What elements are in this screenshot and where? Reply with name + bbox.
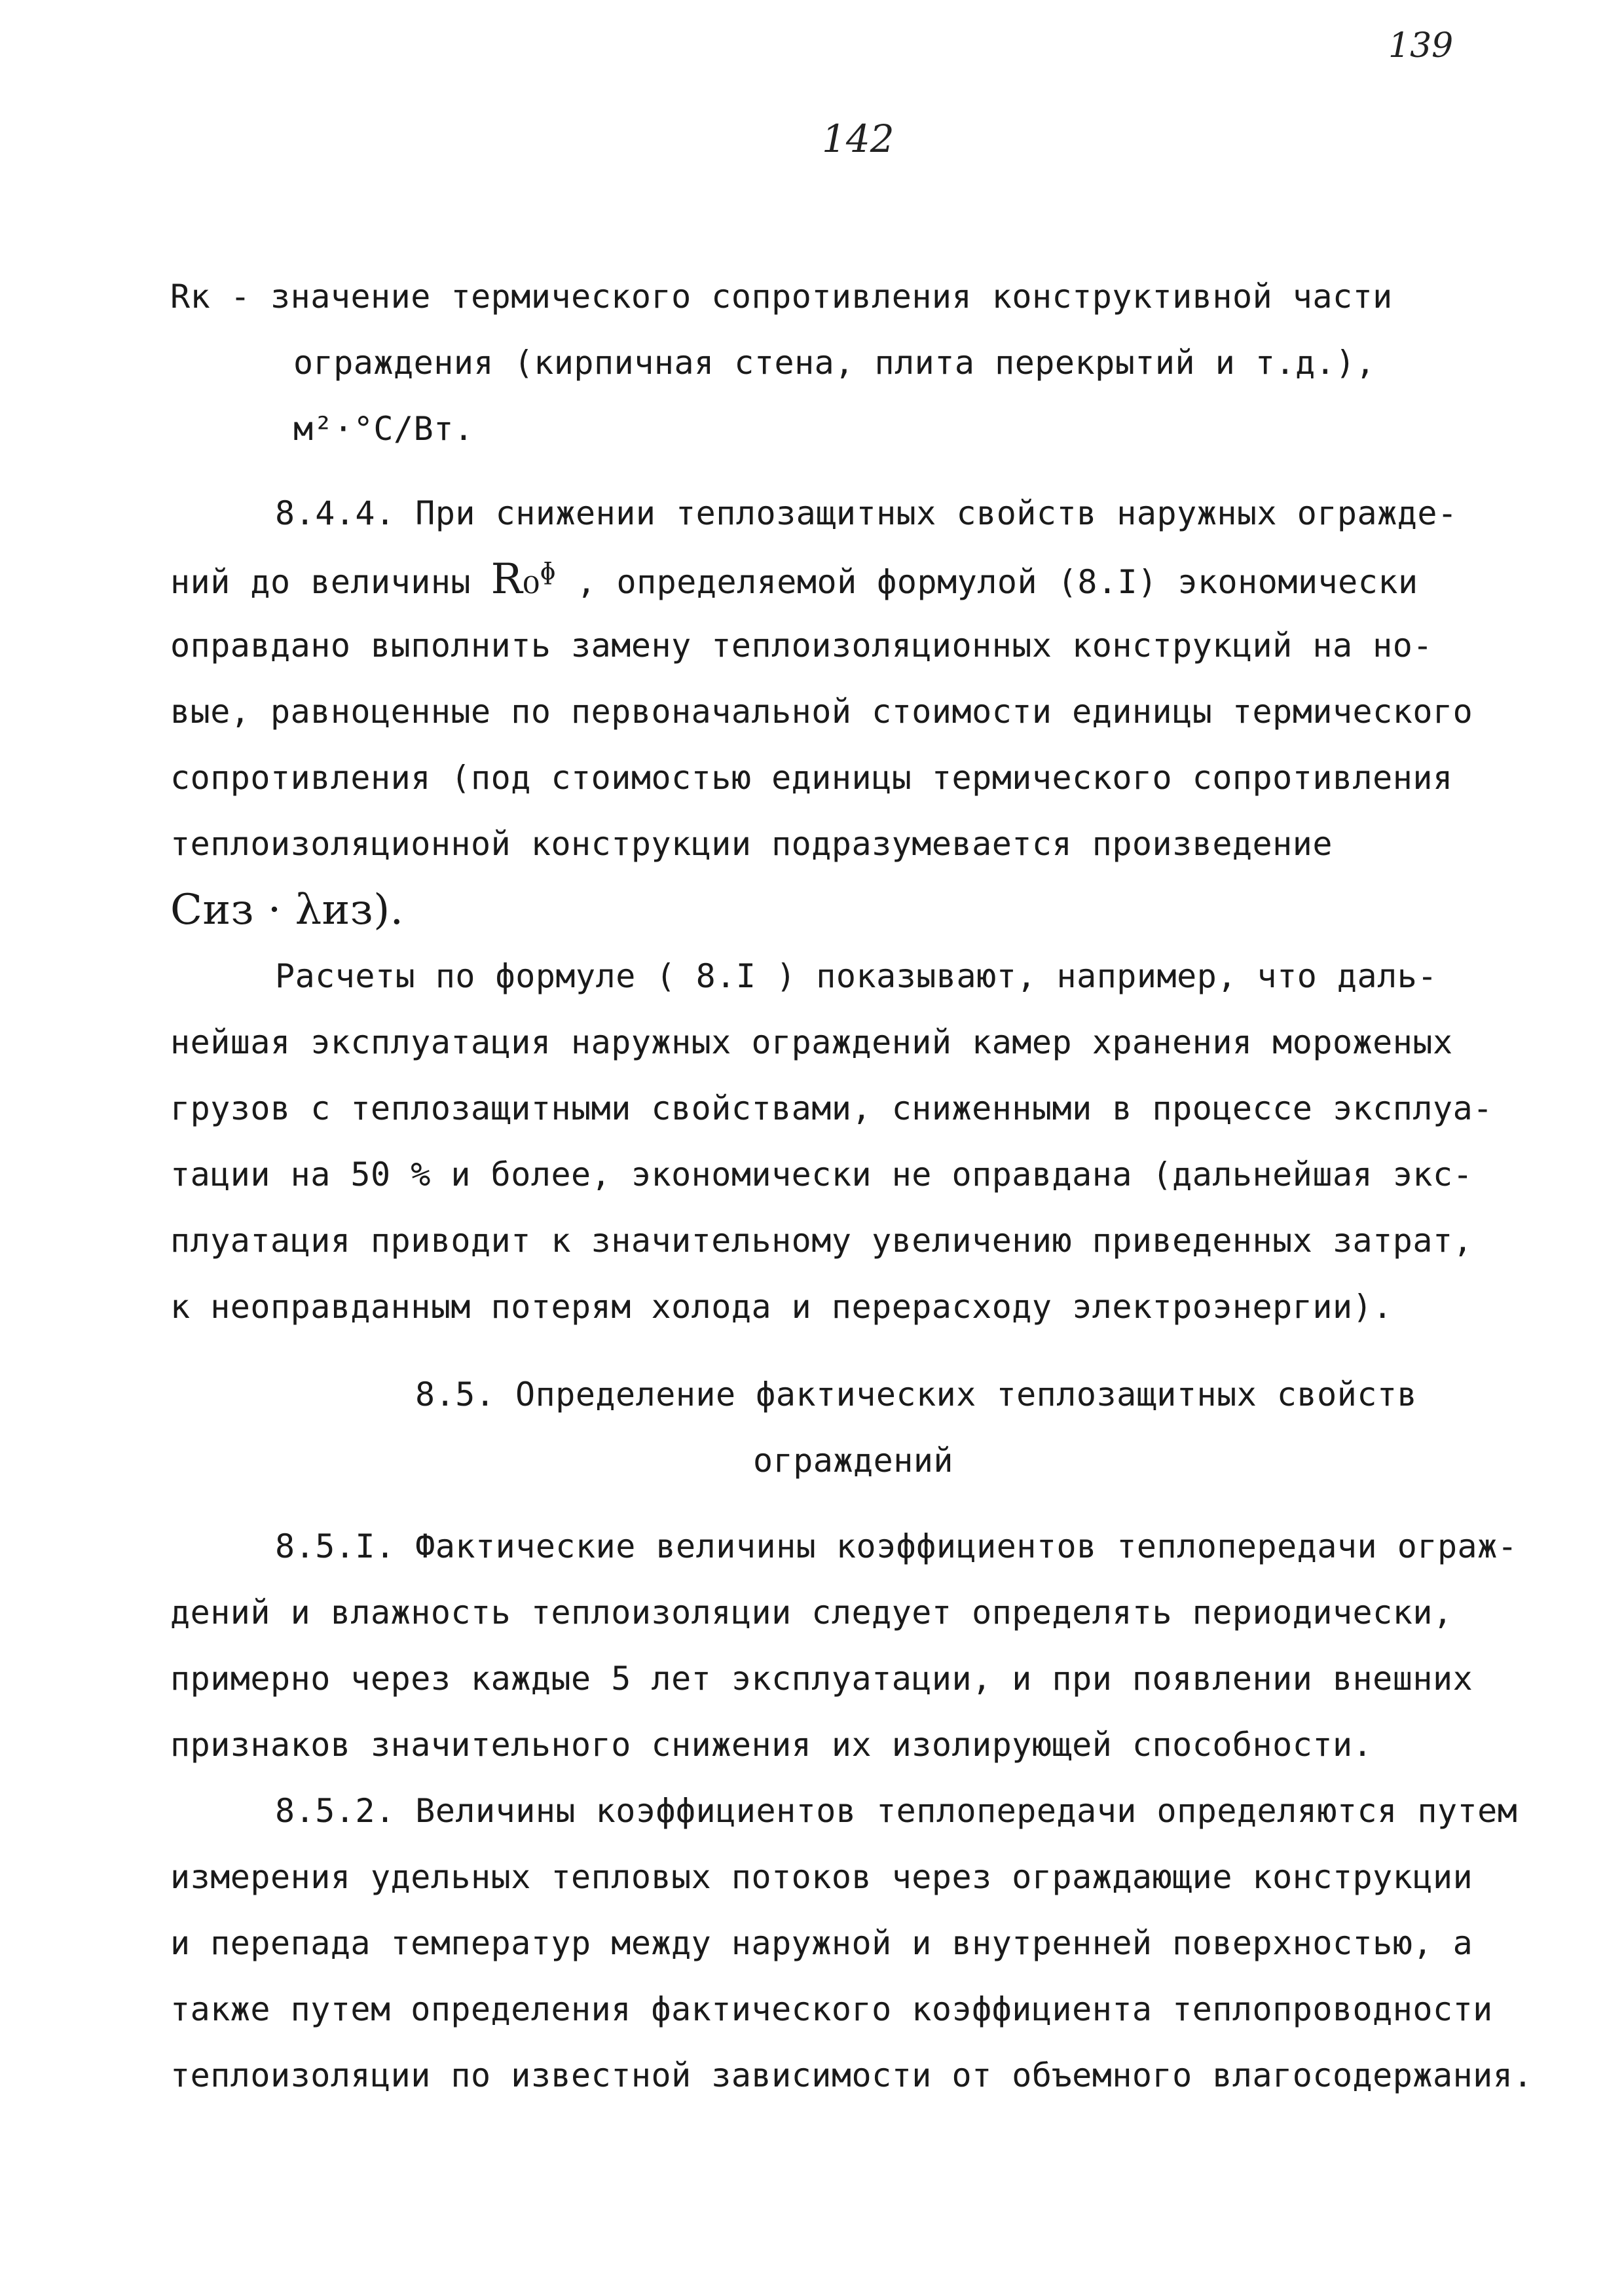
para-8-4-4-line-2 — [170, 555, 1418, 604]
para-8-4-4-line-2-b: , определяемой формулой (8.I) экономически — [576, 563, 1418, 601]
definition-text-1: значение термического сопротивления конструктивной части — [270, 278, 1393, 316]
para-8-5-2-line-2: измерения удельных тепловых потоков через ограждающие конструкции — [170, 1858, 1473, 1896]
para-8-5-1-line-4: признаков значительного снижения их изолирующей способности. — [170, 1726, 1373, 1764]
para-8-4-4-line-7 — [170, 886, 404, 934]
para-calc-line-2: нейшая эксплуатация наружных ограждений камер хранения мороженых — [170, 1023, 1453, 1061]
para-8-4-4-line-2-a: ний до величины — [170, 563, 471, 601]
para-calc-line-3: грузов с теплозащитными свойствами, сниженными в процессе эксплуа- — [170, 1089, 1493, 1127]
para-8-5-2-line-4: также путем определения фактического коэффициента теплопроводности — [170, 1990, 1493, 2028]
page-number-top-right: 139 — [1388, 26, 1454, 65]
para-8-4-4-line-4: вые, равноценные по первоначальной стоимости единицы термического — [170, 693, 1473, 731]
para-8-4-4-line-1: 8.4.4. При снижении теплозащитных свойств наружных огражде- — [275, 494, 1458, 532]
para-8-5-2-line-3: и перепада температур между наружной и внутренней поверхностью, а — [170, 1924, 1473, 1962]
formula-c-lambda: Cиз · λиз). — [170, 886, 404, 934]
definition-line-1 — [170, 277, 1393, 316]
definition-line-2: ограждения (кирпичная стена, плита перекрытий и т.д.), — [293, 344, 1376, 382]
para-8-4-4-line-6: теплоизоляционной конструкции подразумевается произведение — [170, 825, 1333, 863]
symbol-r0-f: R₀ᶲ — [490, 555, 557, 604]
para-8-4-4-line-3: оправдано выполнить замену теплоизоляционных конструкций на но- — [170, 627, 1433, 665]
para-calc-line-1: Расчеты по формуле ( 8.I ) показывают, например, что даль- — [275, 957, 1437, 995]
definition-line-3: м²·°C/Вт. — [293, 410, 474, 448]
section-heading-line-2: ограждений — [753, 1442, 954, 1480]
para-8-5-1-line-2: дений и влажность теплоизоляции следует определять периодически, — [170, 1594, 1453, 1631]
para-8-4-4-line-5: сопротивления (под стоимостью единицы термического сопротивления — [170, 759, 1453, 797]
para-calc-line-4: тации на 50 % и более, экономически не оправдана (дальнейшая экс- — [170, 1156, 1473, 1194]
para-8-5-1-line-3: примерно через каждые 5 лет эксплуатации, и при появлении внешних — [170, 1660, 1473, 1698]
section-heading-line-1: 8.5. Определение фактических теплозащитных свойств — [415, 1376, 1418, 1413]
definition-dash: - — [230, 278, 251, 316]
para-calc-line-6: к неоправданным потерям холода и перерасходу электроэнергии). — [170, 1288, 1393, 1326]
para-calc-line-5: плуатация приводит к значительному увеличению приведенных затрат, — [170, 1222, 1473, 1260]
page-number-center: 142 — [822, 117, 895, 161]
para-8-5-2-line-5: теплоизоляции по известной зависимости от объемного влагосодержания. — [170, 2056, 1533, 2094]
para-8-5-1-line-1: 8.5.I. Фактические величины коэффициентов теплопередачи ограж- — [275, 1527, 1518, 1565]
para-8-5-2-line-1: 8.5.2. Величины коэффициентов теплопередачи определяются путем — [275, 1792, 1518, 1830]
symbol-rk: Rк — [170, 278, 211, 316]
